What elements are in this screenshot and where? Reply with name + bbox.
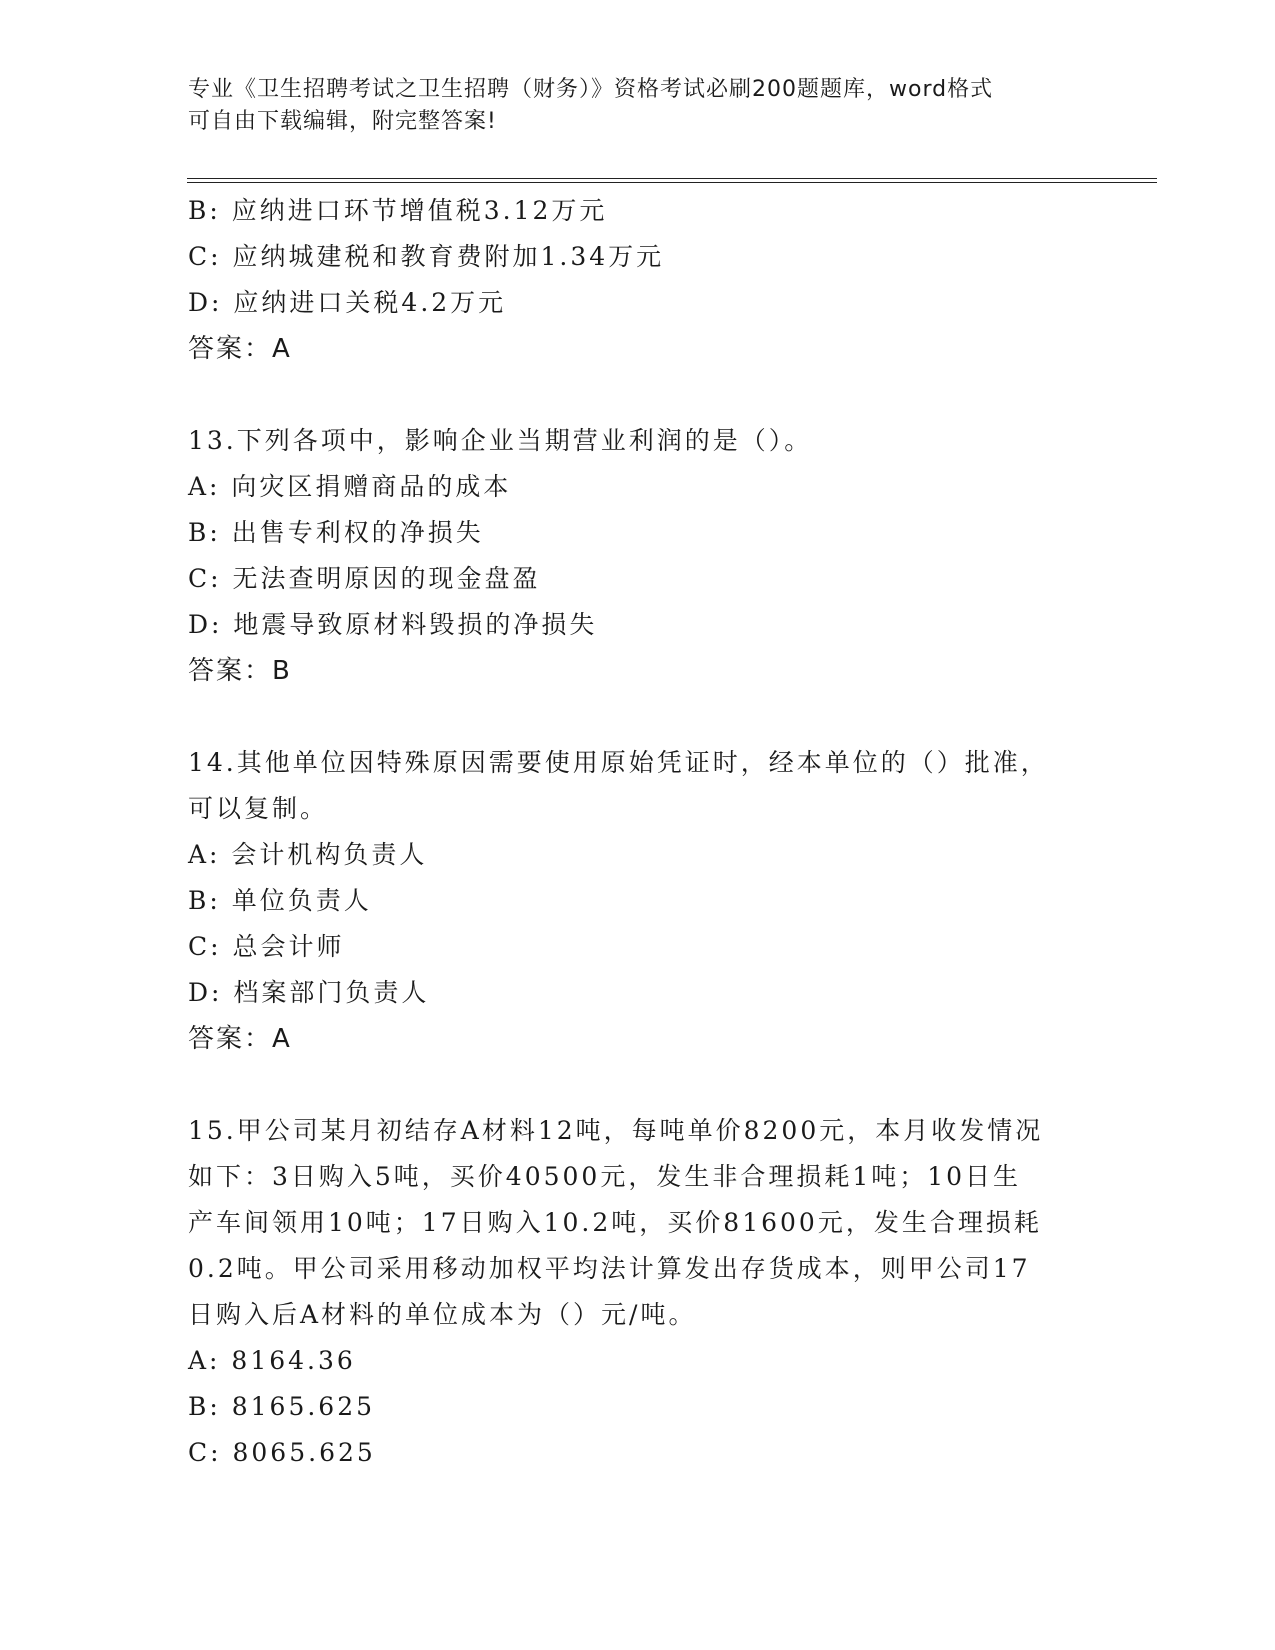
question-stem <box>188 740 1088 832</box>
header-divider-top <box>187 178 1157 179</box>
option-d: D: 应纳进口关税4.2万元 <box>188 288 507 317</box>
stem-line: 13.下列各项中，影响企业当期营业利润的是（）。 <box>188 426 813 455</box>
question-12-tail <box>188 188 1088 372</box>
stem-line: 产车间领用10吨；17日购入10.2吨，买价81600元，发生合理损耗 <box>188 1208 1042 1237</box>
option-b: B: 8165.625 <box>188 1392 376 1421</box>
question-stem <box>188 1108 1088 1338</box>
header-line-2: 可自由下载编辑，附完整答案! <box>188 109 497 134</box>
question-13 <box>188 418 1088 694</box>
stem-line: 14.其他单位因特殊原因需要使用原始凭证时，经本单位的（）批准， <box>188 748 1049 777</box>
option-d: D: 地震导致原材料毁损的净损失 <box>188 610 598 639</box>
question-15 <box>188 1108 1088 1476</box>
option-c: C: 8065.625 <box>188 1438 376 1467</box>
question-spacer <box>188 372 1088 418</box>
stem-line: 15.甲公司某月初结存A材料12吨，每吨单价8200元，本月收发情况 <box>188 1116 1044 1145</box>
stem-line: 0.2吨。甲公司采用移动加权平均法计算发出存货成本，则甲公司17 <box>188 1254 1031 1283</box>
stem-line: 可以复制。 <box>188 794 329 823</box>
answer: 答案：A <box>188 1024 292 1054</box>
option-c: C: 无法查明原因的现金盘盈 <box>188 564 541 593</box>
header-divider-bottom <box>187 182 1157 183</box>
option-b: B: 出售专利权的净损失 <box>188 518 484 547</box>
answer: 答案：A <box>188 334 292 364</box>
stem-line: 如下：3日购入5吨，买价40500元，发生非合理损耗1吨；10日生 <box>188 1162 1022 1191</box>
document-header <box>188 74 1068 138</box>
option-b: B: 应纳进口环节增值税3.12万元 <box>188 196 608 225</box>
question-spacer <box>188 694 1088 740</box>
question-stem <box>188 418 1088 464</box>
option-c: C: 总会计师 <box>188 932 345 961</box>
question-spacer <box>188 1062 1088 1108</box>
option-a: A: 向灾区捐赠商品的成本 <box>188 472 512 501</box>
answer: 答案：B <box>188 656 292 686</box>
question-list <box>188 188 1088 1476</box>
question-14 <box>188 740 1088 1062</box>
option-d: D: 档案部门负责人 <box>188 978 430 1007</box>
option-c: C: 应纳城建税和教育费附加1.34万元 <box>188 242 665 271</box>
option-a: A: 8164.36 <box>188 1346 356 1375</box>
stem-line: 日购入后A材料的单位成本为（）元/吨。 <box>188 1300 697 1329</box>
option-b: B: 单位负责人 <box>188 886 372 915</box>
header-line-1: 专业《卫生招聘考试之卫生招聘（财务）》资格考试必刷200题题库，word格式 <box>188 77 994 102</box>
option-a: A: 会计机构负责人 <box>188 840 428 869</box>
